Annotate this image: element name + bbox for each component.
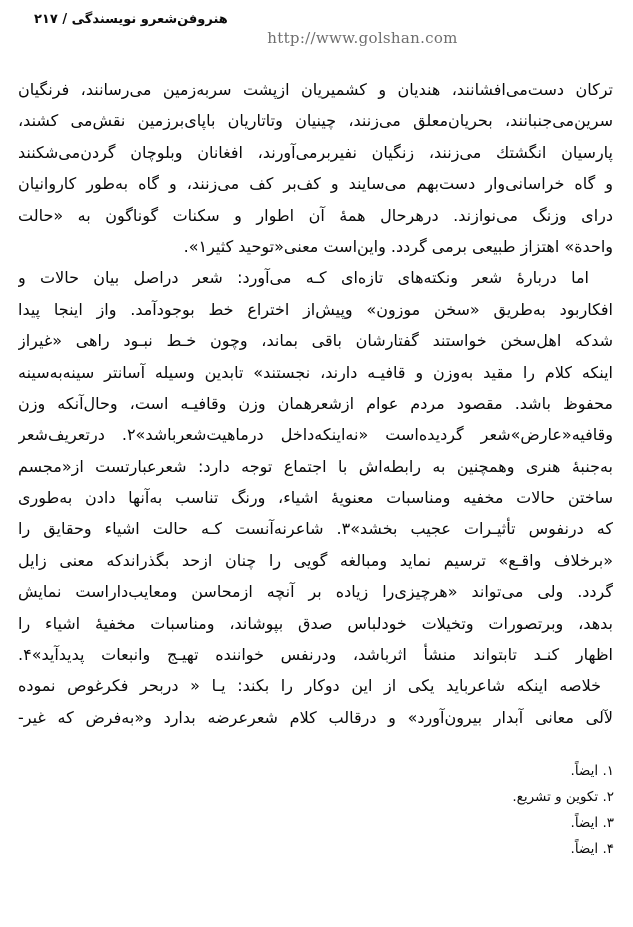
footnote-1: ۱. ایضاً. (570, 763, 614, 779)
text-line: محفوظ باشد. مقصود مردم عوام ازشعرهمان وزن وقافیـه است، وحال‌آنکه وزن (18, 393, 613, 413)
text-line: و گاه خراسانی‌وار دست‌بهم می‌سایند و کف‌بر کف می‌زنند، و گاه به‌طور کاروانیان (18, 174, 613, 194)
text-line paragraph-start: اما دربارهٔ شعر ونکته‌های تازه‌ای کـه می‌آورد: شعر دراصل بیان حالات و (18, 268, 589, 288)
running-head-title: هنروفن‌شعرو نویسندگی / ۲۱۷ (34, 12, 228, 27)
text-line: ساختن حالات مخفیه ومناسبات معنویهٔ اشیاء، ورنگ تناسب به‌آنها دادن به‌طوری (18, 488, 613, 508)
text-line: شدکه اهل‌سخن خواستند گفتارشان باقی بماند، وچون خـط نبـود راهی «غیراز (18, 331, 613, 351)
text-line: که درنفوس تأثیـرات عجیب بخشد»۳. شاعرنه‌آنست کـه حالت اشیاء وحقایق را (18, 519, 613, 539)
text-line: اینکه کلام را مقید به‌وزن و قافیـه دارند، نجستند» تابدین وسیله آسانتر سینه‌به‌سینه (18, 362, 613, 382)
watermark-url: http://www.golshan.com (267, 29, 458, 47)
text-line: واحدة» اهتزاز طبیعی برمی گردد. واین‌است معنی«توحید کثیر۱». (183, 236, 613, 256)
text-line: پارسیان انگشتك می‌زنند، زنگیان نفیربرمی‌آورند، افغانان وبلوچان گردن‌می‌شکنند (18, 142, 613, 162)
text-line: وقافیه«عارض»شعر گردیده‌است «نه‌اینکه‌داخل درماهیت‌شعرباشد»۲. درتعریف‌شعر (18, 425, 613, 445)
text-line: درای وزنگ می‌نوازند. درهرحال همهٔ آن اطوار و سکنات گوناگون به «حالت (18, 205, 613, 225)
footnotes-block (512, 758, 614, 862)
footnote-3: ۳. ایضاً. (570, 815, 614, 831)
text-line: ترکان دست‌می‌افشانند، هندیان و کشمیریان ازپشت سربه‌زمین می‌رسانند، فرنگیان (18, 80, 613, 99)
text-line: گردد. ولی می‌تواند «هرچیزی‌را زیاده بر آنچه ازمحاسن ومعایب‌داراست نمایش (18, 582, 613, 602)
text-line: افکاربود به‌طریق «سخن موزون» وپیش‌از اختراع خط بوجودآمد. واز اینجا پیدا (18, 299, 613, 319)
text-line: لآلی معانی آبدار بیرون‌آورد» و درقالب کلام شعرعرضه بدارد و«به‌فرض که غیر- (18, 707, 613, 727)
text-line: بدهد، وبرتصورات وتخیلات خودلباس صدق بپوشاند، ومناسبات مخفیهٔ اشیاء را (18, 613, 613, 633)
text-line: به‌جنبهٔ هنری وهمچنین به رابطه‌اش با اجتماع توجه دارد: شعرعبارتست از«مجسم (18, 456, 613, 476)
body-text-block (18, 74, 613, 733)
footnote-2: ۲. تکوین و تشریع. (512, 789, 614, 805)
footnote-4: ۴. ایضاً. (570, 841, 614, 857)
text-line: سرین‌می‌جنبانند، بحریان‌معلق می‌زنند، چینیان وتاتاریان باپای‌برزمین نقش‌می کشند، (18, 111, 613, 131)
text-line: «برخلاف واقـع» ترسیم نماید ومبالغه گویی را چنان ازحد بگذراندکه معنی زایل (18, 550, 613, 570)
text-line: اظهار کنـد تابتواند منشأ اثرباشد، ودرنفس خواننده تهیـج وانبعات پدیدآید»۴. (18, 645, 613, 665)
text-line paragraph-start: خلاصه اینکه شاعرباید یکی از این دوکار را بکند: یـا « دربحر فکرغوص نموده (18, 676, 601, 696)
